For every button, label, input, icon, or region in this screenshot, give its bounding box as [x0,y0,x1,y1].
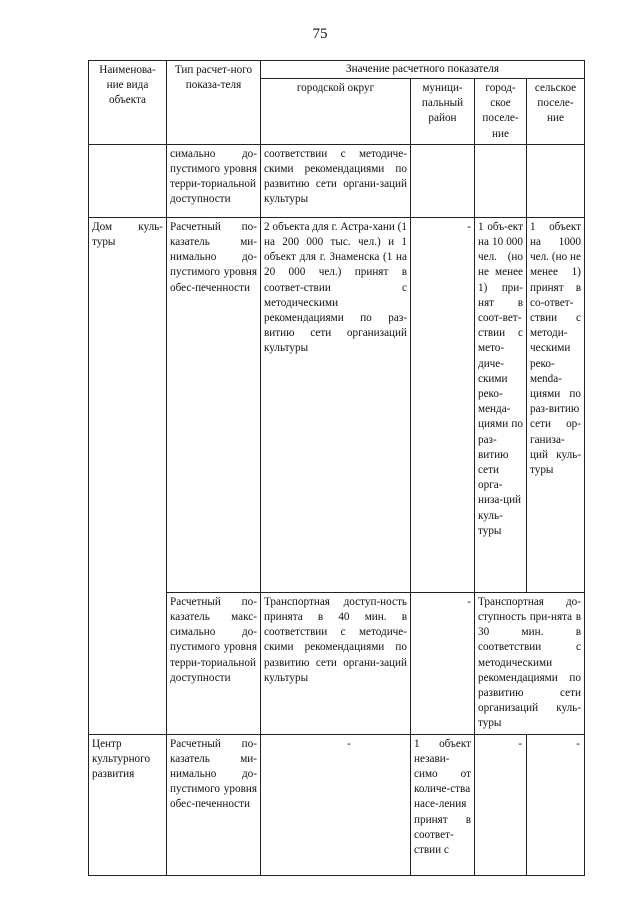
cell-indicator-type: Расчетный по-казатель ми-нимально до-пустимого уровня обес-печенности [167,217,261,592]
header-rural-settlement: сельское поселе-ние [527,79,585,145]
cell-indicator-type: симально до-пустимого уровня терри-ториальной доступности [167,144,261,217]
cell-city-district: - [261,734,411,875]
table-row [89,217,585,592]
cell-municipal-district: 1 объект незави-симо от количе-ства насе-ления принят в соответ-ствии с [411,734,475,875]
header-urban-settlement: город-ское поселе-ние [475,79,527,145]
cell-indicator-type: Расчетный по-казатель макс-симально до-пустимого уровня терри-ториальной доступности [167,592,261,734]
cell-indicator-type: Расчетный по-казатель ми-нимально до-пустимого уровня обес-печенности [167,734,261,875]
cell-urban-rural-settlement: Транспортная до-ступность при-нята в 30 мин. в соответствии с методическими рекомендациями по развитию сети организаций куль-туры [475,592,585,734]
table-row [89,734,585,875]
header-object-name: Наименова-ние вида объекта [89,61,167,145]
cell-urban-settlement [475,144,527,217]
cell-municipal-district [411,144,475,217]
cell-municipal-district: - [411,217,475,592]
cell-urban-settlement: - [475,734,527,875]
cell-city-district: Транспортная доступ-ность принята в 40 мин. в соответствии с методиче-скими рекомендациями по развитию сети органи-заций культуры [261,592,411,734]
cell-rural-settlement: - [527,734,585,875]
cell-object-name [89,144,167,217]
header-row-1 [89,61,585,79]
cell-city-district: 2 объекта для г. Астра-хани (1 на 200 000 тыс. чел.) и 1 объект для г. Знаменска (1 на 20 000 чел.) принят в соответ-ствии с методическими рекомендациями по раз-витию сети организаций культуры [261,217,411,592]
cell-urban-settlement: 1 объ-ект на 10 000 чел. (но не менее 1) при-нят в соот-вет-ствии с мето-диче-скими реко-менда-циями по раз-витию сети орга-низа-ций куль-туры [475,217,527,592]
norms-table [88,60,585,876]
header-indicator-type: Тип расчет-ного показа-теля [167,61,261,145]
cell-object-name: Центр культурного развития [89,734,167,875]
cell-rural-settlement: 1 объект на 1000 чел. (но не менее 1) принят в со-ответ-ствии с методи-ческими реко-мenda-циями по раз-витию сети ор-ганиза-ций куль-туры [527,217,585,592]
header-municipal-district: муници-пальный район [411,79,475,145]
cell-city-district: соответствии с методиче-скими рекомендациями по развитию сети органи-заций культуры [261,144,411,217]
header-indicator-value: Значение расчетного показателя [261,61,585,79]
table-row [89,144,585,217]
cell-municipal-district: - [411,592,475,734]
page-number: 75 [312,26,328,42]
cell-object-name: Дом куль-туры [89,217,167,734]
cell-rural-settlement [527,144,585,217]
header-city-district: городской округ [261,79,411,145]
